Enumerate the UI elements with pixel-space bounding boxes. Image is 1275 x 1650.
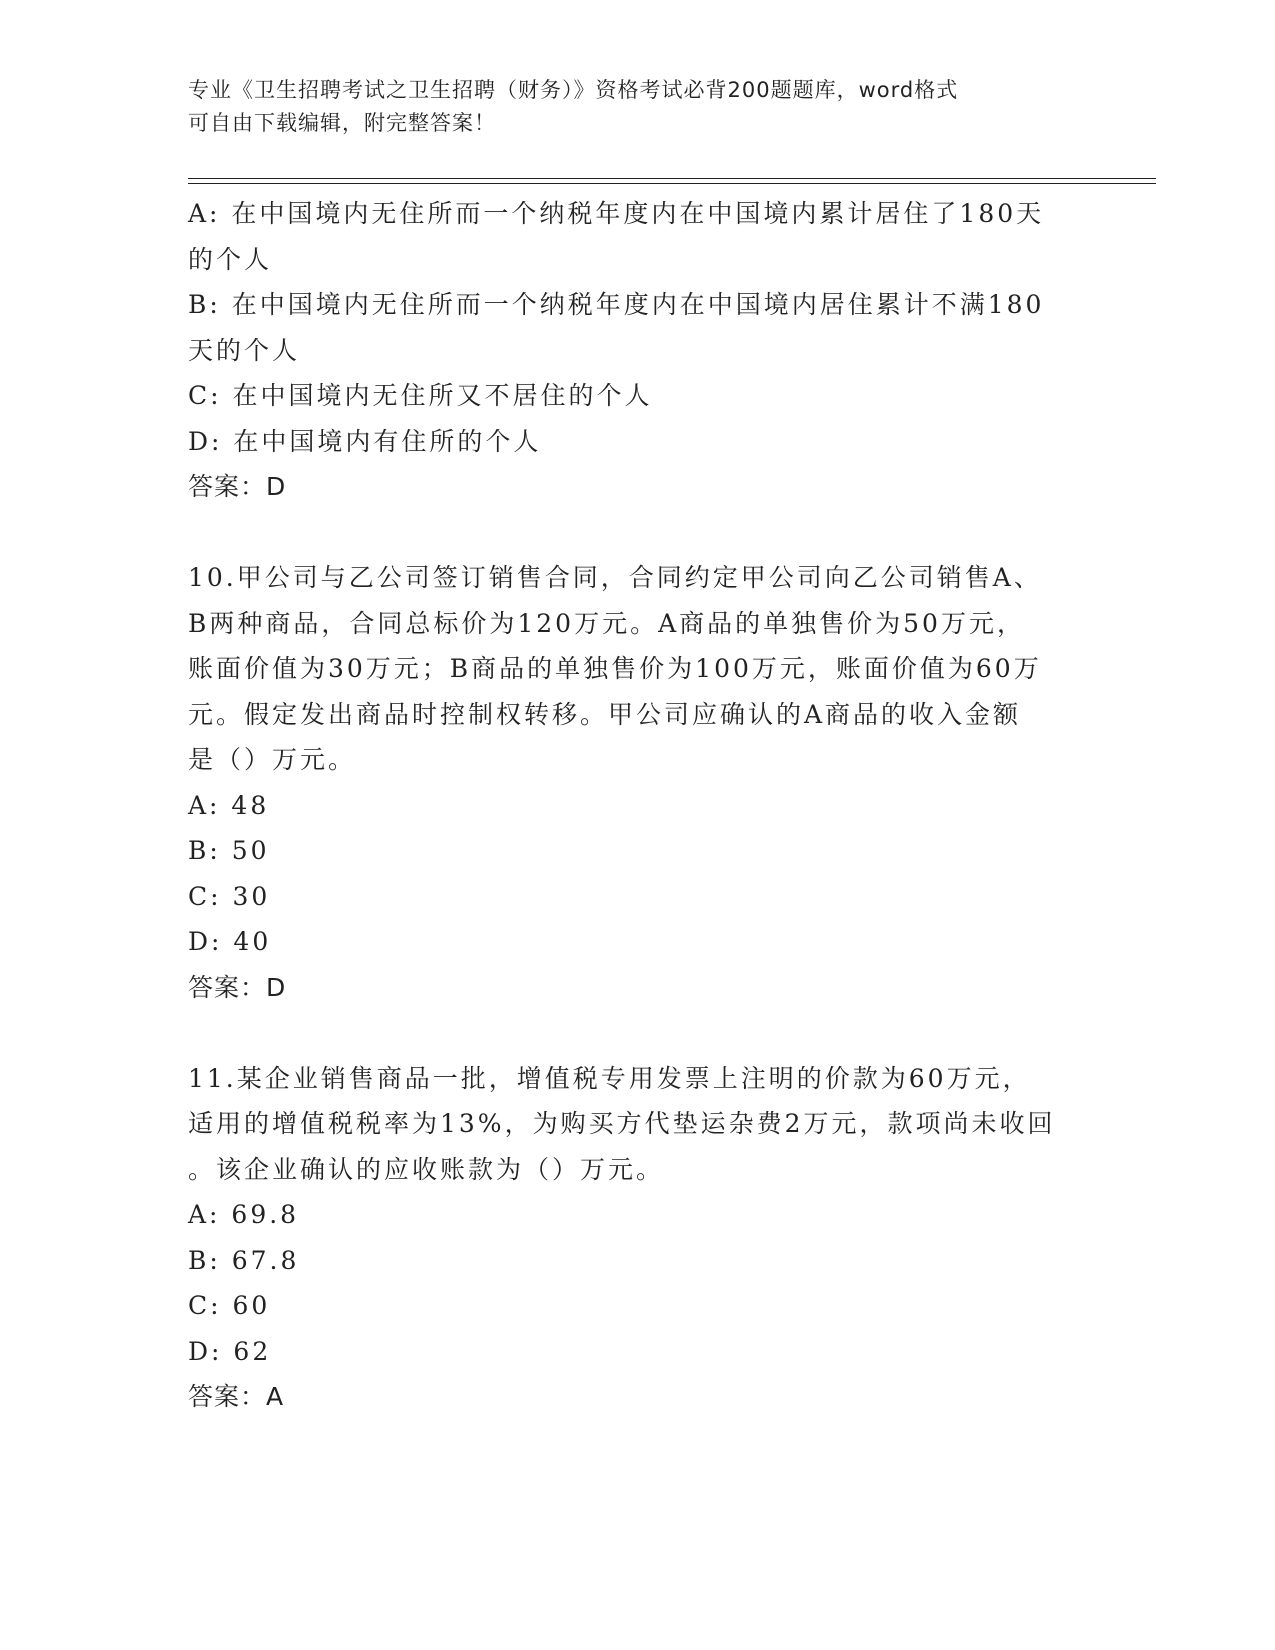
answer-label: 答案：D	[188, 972, 287, 1002]
option-c: C: 60	[188, 1291, 271, 1320]
question-stem-line-5: 是（）万元。	[188, 745, 357, 774]
question-stem-line-1: 10.甲公司与乙公司签订销售合同，合同约定甲公司向乙公司销售A、	[188, 563, 1042, 592]
answer-label: 答案：A	[188, 1382, 285, 1411]
document-header	[188, 74, 1068, 140]
header-title-line: 专业《卫生招聘考试之卫生招聘（财务）》资格考试必背200题题库，word格式	[188, 78, 959, 102]
option-b-line-1: B: 在中国境内无住所而一个纳税年度内在中国境内居住累计不满180	[188, 290, 1045, 319]
question-stem-line-3: 账面价值为30万元；B商品的单独售价为100万元，账面价值为60万	[188, 654, 1042, 683]
question-9	[188, 191, 1088, 510]
header-divider-bottom	[188, 183, 1156, 184]
question-stem-line-2: 适用的增值税税率为13%，为购买方代垫运杂费2万元，款项尚未收回	[188, 1109, 1056, 1138]
option-b: B: 50	[188, 836, 270, 865]
question-stem-line-3: 。该企业确认的应收账款为（）万元。	[188, 1154, 665, 1184]
answer-label: 答案：D	[188, 472, 287, 501]
question-stem-line-4: 元。假定发出商品时控制权转移。甲公司应确认的A商品的收入金额	[188, 699, 1022, 729]
question-stem-line-2: B两种商品，合同总标价为120万元。A商品的单独售价为50万元，	[188, 608, 1025, 638]
option-a-line-1: A: 在中国境内无住所而一个纳税年度内在中国境内累计居住了180天	[188, 199, 1045, 228]
option-d: D: 62	[188, 1336, 272, 1366]
option-b: B: 67.8	[188, 1245, 300, 1275]
option-d: D: 在中国境内有住所的个人	[188, 426, 542, 456]
option-d: D: 40	[188, 927, 272, 956]
option-a-line-2: 的个人	[188, 244, 273, 274]
option-b-line-2: 天的个人	[188, 335, 301, 365]
question-spacer	[188, 1010, 1088, 1056]
question-11	[188, 1056, 1088, 1420]
header-subtitle-line: 可自由下载编辑，附完整答案！	[188, 111, 496, 135]
question-spacer	[188, 510, 1088, 556]
question-stem-line-1: 11.某企业销售商品一批，增值税专用发票上注明的价款为60万元，	[188, 1063, 1031, 1093]
option-c: C: 30	[188, 881, 271, 911]
question-10	[188, 555, 1088, 1010]
header-divider-top	[188, 178, 1156, 179]
option-a: A: 48	[188, 790, 270, 820]
option-c: C: 在中国境内无住所又不居住的个人	[188, 381, 653, 410]
option-a: A: 69.8	[188, 1200, 300, 1229]
question-list	[188, 191, 1088, 1420]
